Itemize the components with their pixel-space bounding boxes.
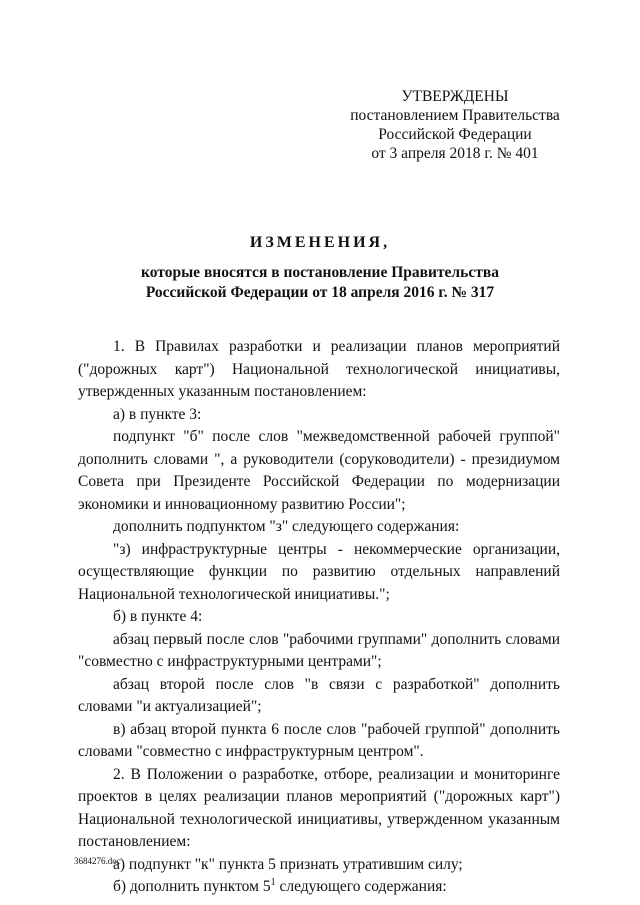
- paragraph-3: подпункт "б" после слов "межведомственной рабочей группой" дополнить словами ", а руководители (соруководители) - президиумом Совета при Президенте Российской Федерации по модернизации экономики и инновационному развитию России";: [78, 428, 560, 513]
- document-body: [78, 336, 560, 899]
- approval-line-3: Российской Федерации: [378, 126, 532, 143]
- paragraph-5: "з) инфраструктурные центры - некоммерческие организации, осуществляющие функции по развитию отдельных направлений Национальной технологической инициативы.";: [78, 540, 560, 603]
- paragraph-12-superscript: 1: [270, 876, 276, 888]
- paragraph-4: дополнить подпунктом "з" следующего содержания:: [113, 518, 460, 535]
- document-title: ИЗМЕНЕНИЯ,: [249, 234, 391, 251]
- paragraph-8: абзац второй после слов "в связи с разработкой" дополнить словами "и актуализацией";: [78, 675, 560, 715]
- paragraph-6: б) в пункте 4:: [113, 608, 203, 625]
- paragraph-7: абзац первый после слов "рабочими группами" дополнить словами "совместно с инфраструктурными центрами";: [78, 630, 560, 670]
- document-subtitle: [0, 263, 640, 303]
- file-name-footer: 3684276.doc: [74, 856, 121, 866]
- subtitle-line-1: которые вносятся в постановление Правительства: [141, 264, 499, 281]
- paragraph-12: [78, 876, 560, 899]
- paragraph-12-text-post: следующего содержания:: [275, 878, 447, 895]
- paragraph-1: 1. В Правилах разработки и реализации планов мероприятий ("дорожных карт") Национальной технологической инициативы, утвержденных указанным постановлением:: [78, 338, 560, 400]
- paragraph-9: в) абзац второй пункта 6 после слов "рабочей группой" дополнить словами "совместно с инфраструктурным центром".: [78, 720, 560, 760]
- approval-date-number: от 3 апреля 2018 г. № 401: [371, 145, 539, 162]
- approval-heading: УТВЕРЖДЕНЫ: [401, 88, 509, 105]
- paragraph-12-text-pre: б) дополнить пунктом 5: [113, 878, 271, 895]
- paragraph-11: а) подпункт "к" пункта 5 признать утратившим силу;: [113, 855, 463, 873]
- approval-line-2: постановлением Правительства: [350, 107, 560, 124]
- approval-block: [340, 87, 570, 163]
- subtitle-line-2: Российской Федерации от 18 апреля 2016 г. № 317: [145, 284, 495, 301]
- paragraph-2: а) в пункте 3:: [113, 405, 202, 423]
- paragraph-10: 2. В Положении о разработке, отборе, реализации и мониторинге проектов в целях реализации планов мероприятий ("дорожных карт") Национальной технологической инициативы, утвержденном указанным постановлением:: [78, 765, 560, 850]
